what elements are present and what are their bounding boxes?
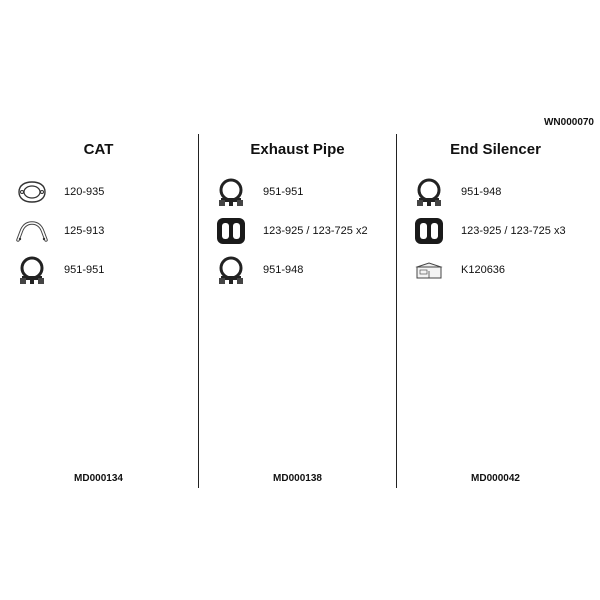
part-row[interactable] [14,213,104,249]
column-code: MD000138 [273,473,322,484]
rubber-mount-icon [411,214,447,248]
column-cat [0,134,197,488]
part-row[interactable] [213,213,368,249]
part-row[interactable] [213,252,303,288]
part-row[interactable] [411,213,566,249]
clamp-icon [14,253,50,287]
part-row[interactable] [411,174,501,210]
part-number: K120636 [461,264,506,276]
clamp-icon [411,175,447,209]
part-number: 951-951 [64,264,105,276]
part-number: 951-948 [461,186,502,198]
clamp-icon [213,253,249,287]
part-number: 951-948 [263,264,304,276]
column-title: CAT [83,141,114,158]
flange-gasket-icon [14,175,50,209]
part-number: 951-951 [263,186,304,198]
bracket-icon [14,214,50,248]
clamp-icon [213,175,249,209]
column-exhaust-pipe [198,134,396,488]
kit-box-icon [411,253,447,287]
reference-number: WN000070 [543,117,594,128]
part-row[interactable] [213,174,303,210]
part-row[interactable] [14,252,104,288]
column-title: Exhaust Pipe [250,141,345,158]
part-row[interactable] [411,252,505,288]
column-title: End Silencer [450,141,541,158]
part-number: 123-925 / 123-725 x2 [263,225,368,237]
part-row[interactable] [14,174,104,210]
rubber-mount-icon [213,214,249,248]
part-number: 125-913 [64,225,105,237]
column-code: MD000042 [471,473,520,484]
column-code: MD000134 [74,473,123,484]
part-number: 123-925 / 123-725 x3 [461,225,566,237]
part-number: 120-935 [64,186,105,198]
column-end-silencer [396,134,594,488]
